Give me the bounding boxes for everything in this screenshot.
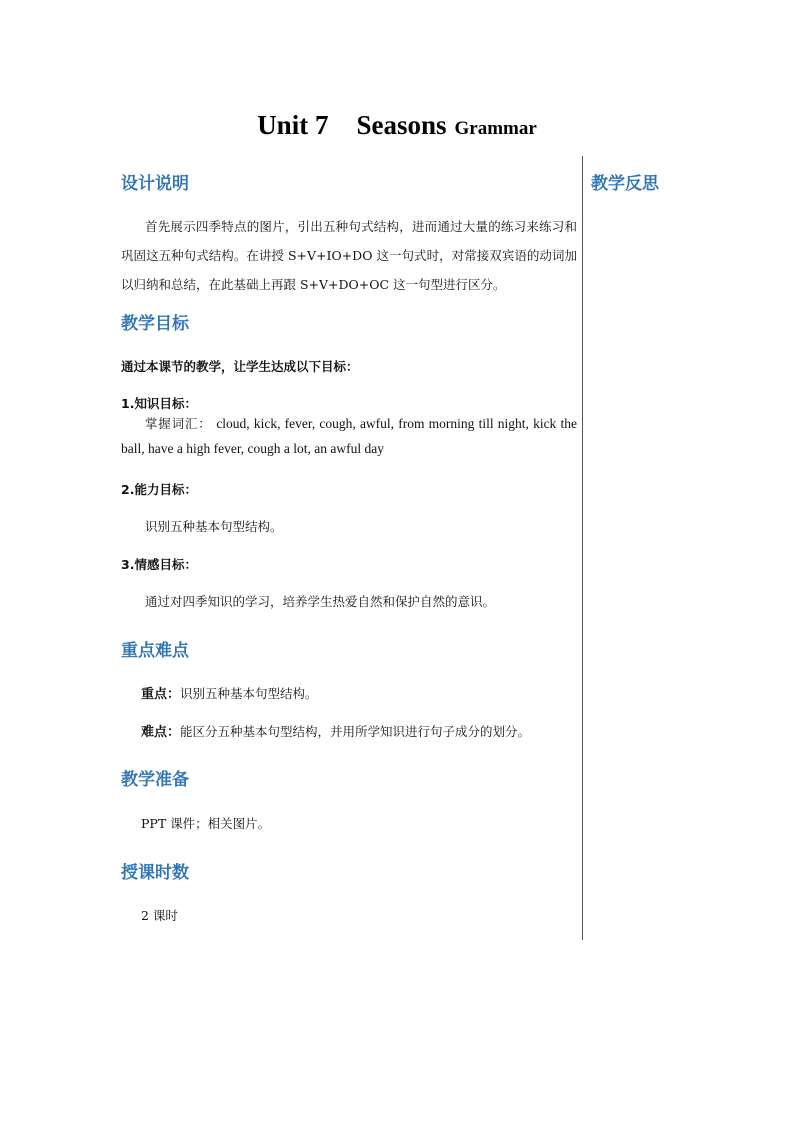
design-paragraph: 首先展示四季特点的图片，引出五种句式结构，进而通过大量的练习来练习和巩固这五种句式结构。在讲授 S+V+IO+DO 这一句式时，对常接双宾语的动词加以归纳和总结，在此基础上再跟 S+V+DO+OC 这一句型进行区分。 bbox=[121, 219, 577, 292]
goal-1-prefix: 掌握词汇： bbox=[145, 416, 212, 431]
key-label: 重点： bbox=[141, 687, 181, 702]
reflection-heading: 教学反思 bbox=[591, 174, 659, 194]
hours-text: 2 课时 bbox=[141, 908, 178, 923]
title-sub: Grammar bbox=[454, 118, 537, 139]
goal-1-label: 1.知识目标： bbox=[121, 396, 197, 411]
title-topic: Seasons bbox=[356, 110, 447, 140]
goal-1-vocab: cloud, kick, fever, cough, awful, from morning till night, kick the ball, have a high fever, cough a lot, an awful day bbox=[121, 416, 577, 456]
key-heading: 重点难点 bbox=[121, 641, 189, 661]
hours-heading: 授课时数 bbox=[121, 863, 189, 883]
goal-3-text: 通过对四季知识的学习，培养学生热爱自然和保护自然的意识。 bbox=[145, 594, 496, 609]
prep-heading: 教学准备 bbox=[121, 770, 189, 790]
prep-text: PPT 课件；相关图片。 bbox=[141, 816, 271, 831]
difficult-label: 难点： bbox=[141, 725, 181, 740]
goal-2-label: 2.能力目标： bbox=[121, 482, 197, 497]
design-heading: 设计说明 bbox=[121, 174, 189, 194]
goals-intro: 通过本课节的教学，让学生达成以下目标： bbox=[121, 359, 359, 374]
difficult-text: 能区分五种基本句型结构，并用所学知识进行句子成分的划分。 bbox=[180, 724, 531, 739]
key-point bbox=[141, 683, 318, 702]
goal-3-label: 3.情感目标： bbox=[121, 557, 197, 572]
difficult-point bbox=[141, 721, 530, 740]
goal-2-text: 识别五种基本句型结构。 bbox=[145, 519, 283, 534]
column-divider bbox=[582, 156, 583, 940]
document-title bbox=[0, 110, 794, 141]
title-unit: Unit 7 bbox=[257, 110, 329, 140]
goals-heading: 教学目标 bbox=[121, 314, 189, 334]
key-text: 识别五种基本句型结构。 bbox=[180, 686, 318, 701]
goal-1-text bbox=[121, 411, 577, 461]
